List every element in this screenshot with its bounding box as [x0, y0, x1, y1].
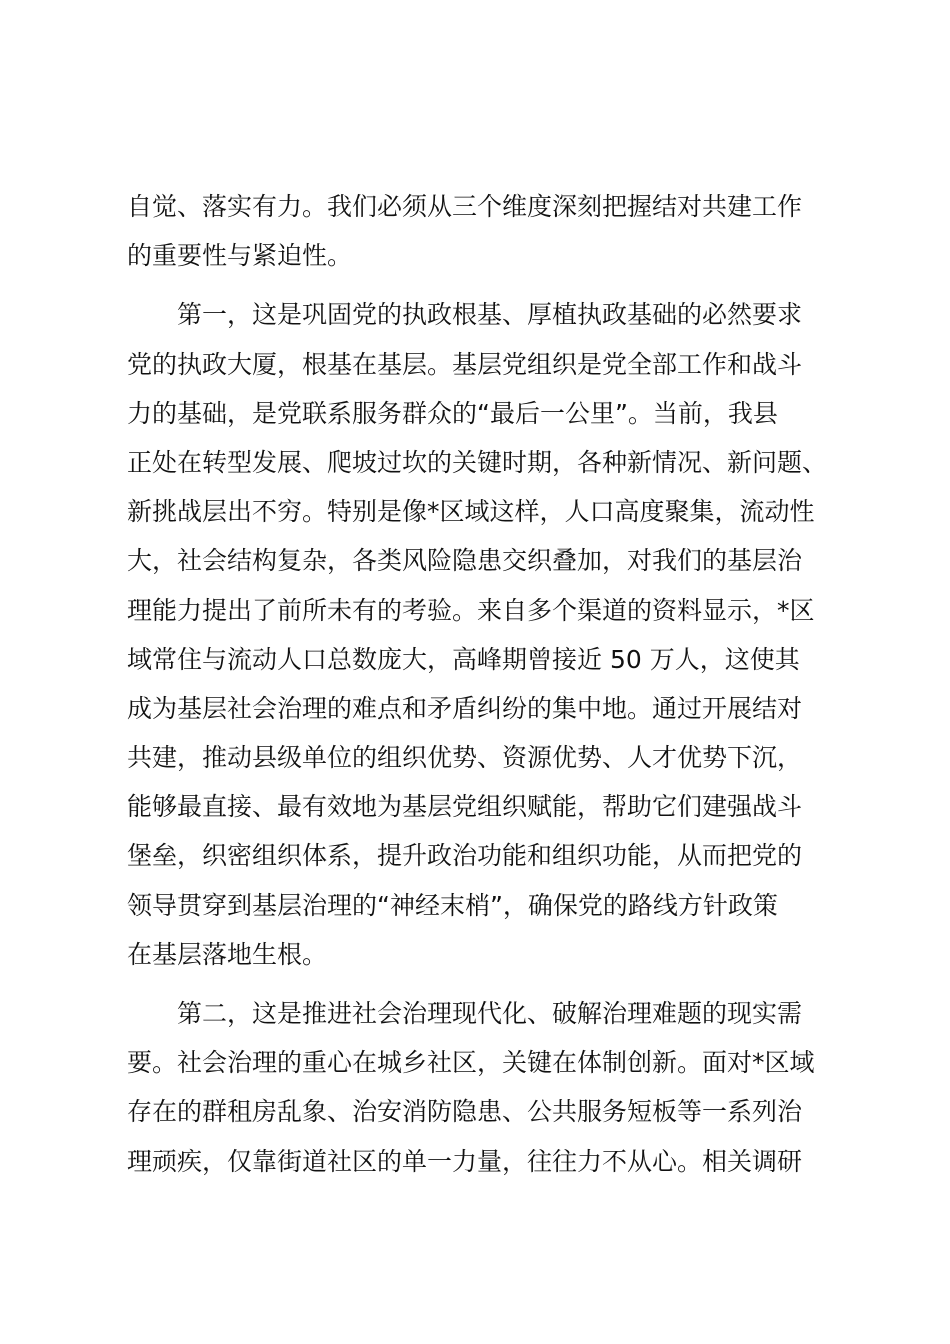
paragraph-first-line: 第二，这是推进社会治理现代化、破解治理难题的现实需: [127, 999, 803, 1028]
paragraph-gap: [127, 280, 839, 290]
text-line: 力的基础，是党联系服务群众的“最后一公里”。当前，我县: [127, 398, 778, 428]
text-line: 新挑战层出不穷。特别是像*区域这样，人口高度聚集，流动性: [127, 497, 815, 527]
text-line: 党的执政大厦，根基在基层。基层党组织是党全部工作和战斗: [127, 349, 803, 379]
paragraph-first-line: 第一，这是巩固党的执政根基、厚植执政基础的必然要求: [127, 300, 803, 330]
text-line: 要。社会治理的重心在城乡社区，关键在体制创新。面对*区域: [127, 1048, 815, 1078]
body-text: [127, 182, 839, 1186]
text-line: 在基层落地生根。: [127, 939, 328, 969]
text-line: 存在的群租房乱象、治安消防隐患、公共服务短板等一系列治: [127, 1097, 803, 1127]
text-line: 能够最直接、最有效地为基层党组织赋能，帮助它们建强战斗: [127, 792, 803, 822]
text-line: 的重要性与紧迫性。: [127, 241, 353, 271]
text-line: 自觉、落实有力。我们必须从三个维度深刻把握结对共建工作: [127, 192, 803, 221]
text-line: 领导贯穿到基层治理的“神经末梢”，确保党的路线方针政策: [127, 890, 778, 920]
text-line: 大，社会结构复杂，各类风险隐患交织叠加，对我们的基层治: [127, 546, 803, 576]
text-line: 理能力提出了前所未有的考验。来自多个渠道的资料显示，*区: [127, 595, 815, 625]
text-line: 域常住与流动人口总数庞大，高峰期曾接近 50 万人，这使其: [127, 644, 800, 674]
text-line: 正处在转型发展、爬坡过坎的关键时期，各种新情况、新问题、: [127, 447, 828, 477]
text-line: 理顽疾，仅靠街道社区的单一力量，往往力不从心。相关调研: [127, 1146, 803, 1176]
text-line: 堡垒，织密组织体系，提升政治功能和组织功能，从而把党的: [127, 841, 803, 871]
text-line: 成为基层社会治理的难点和矛盾纠纷的集中地。通过开展结对: [127, 693, 803, 723]
text-line: 共建，推动县级单位的组织优势、资源优势、人才优势下沉，: [127, 743, 803, 773]
paragraph-gap: [127, 979, 839, 989]
